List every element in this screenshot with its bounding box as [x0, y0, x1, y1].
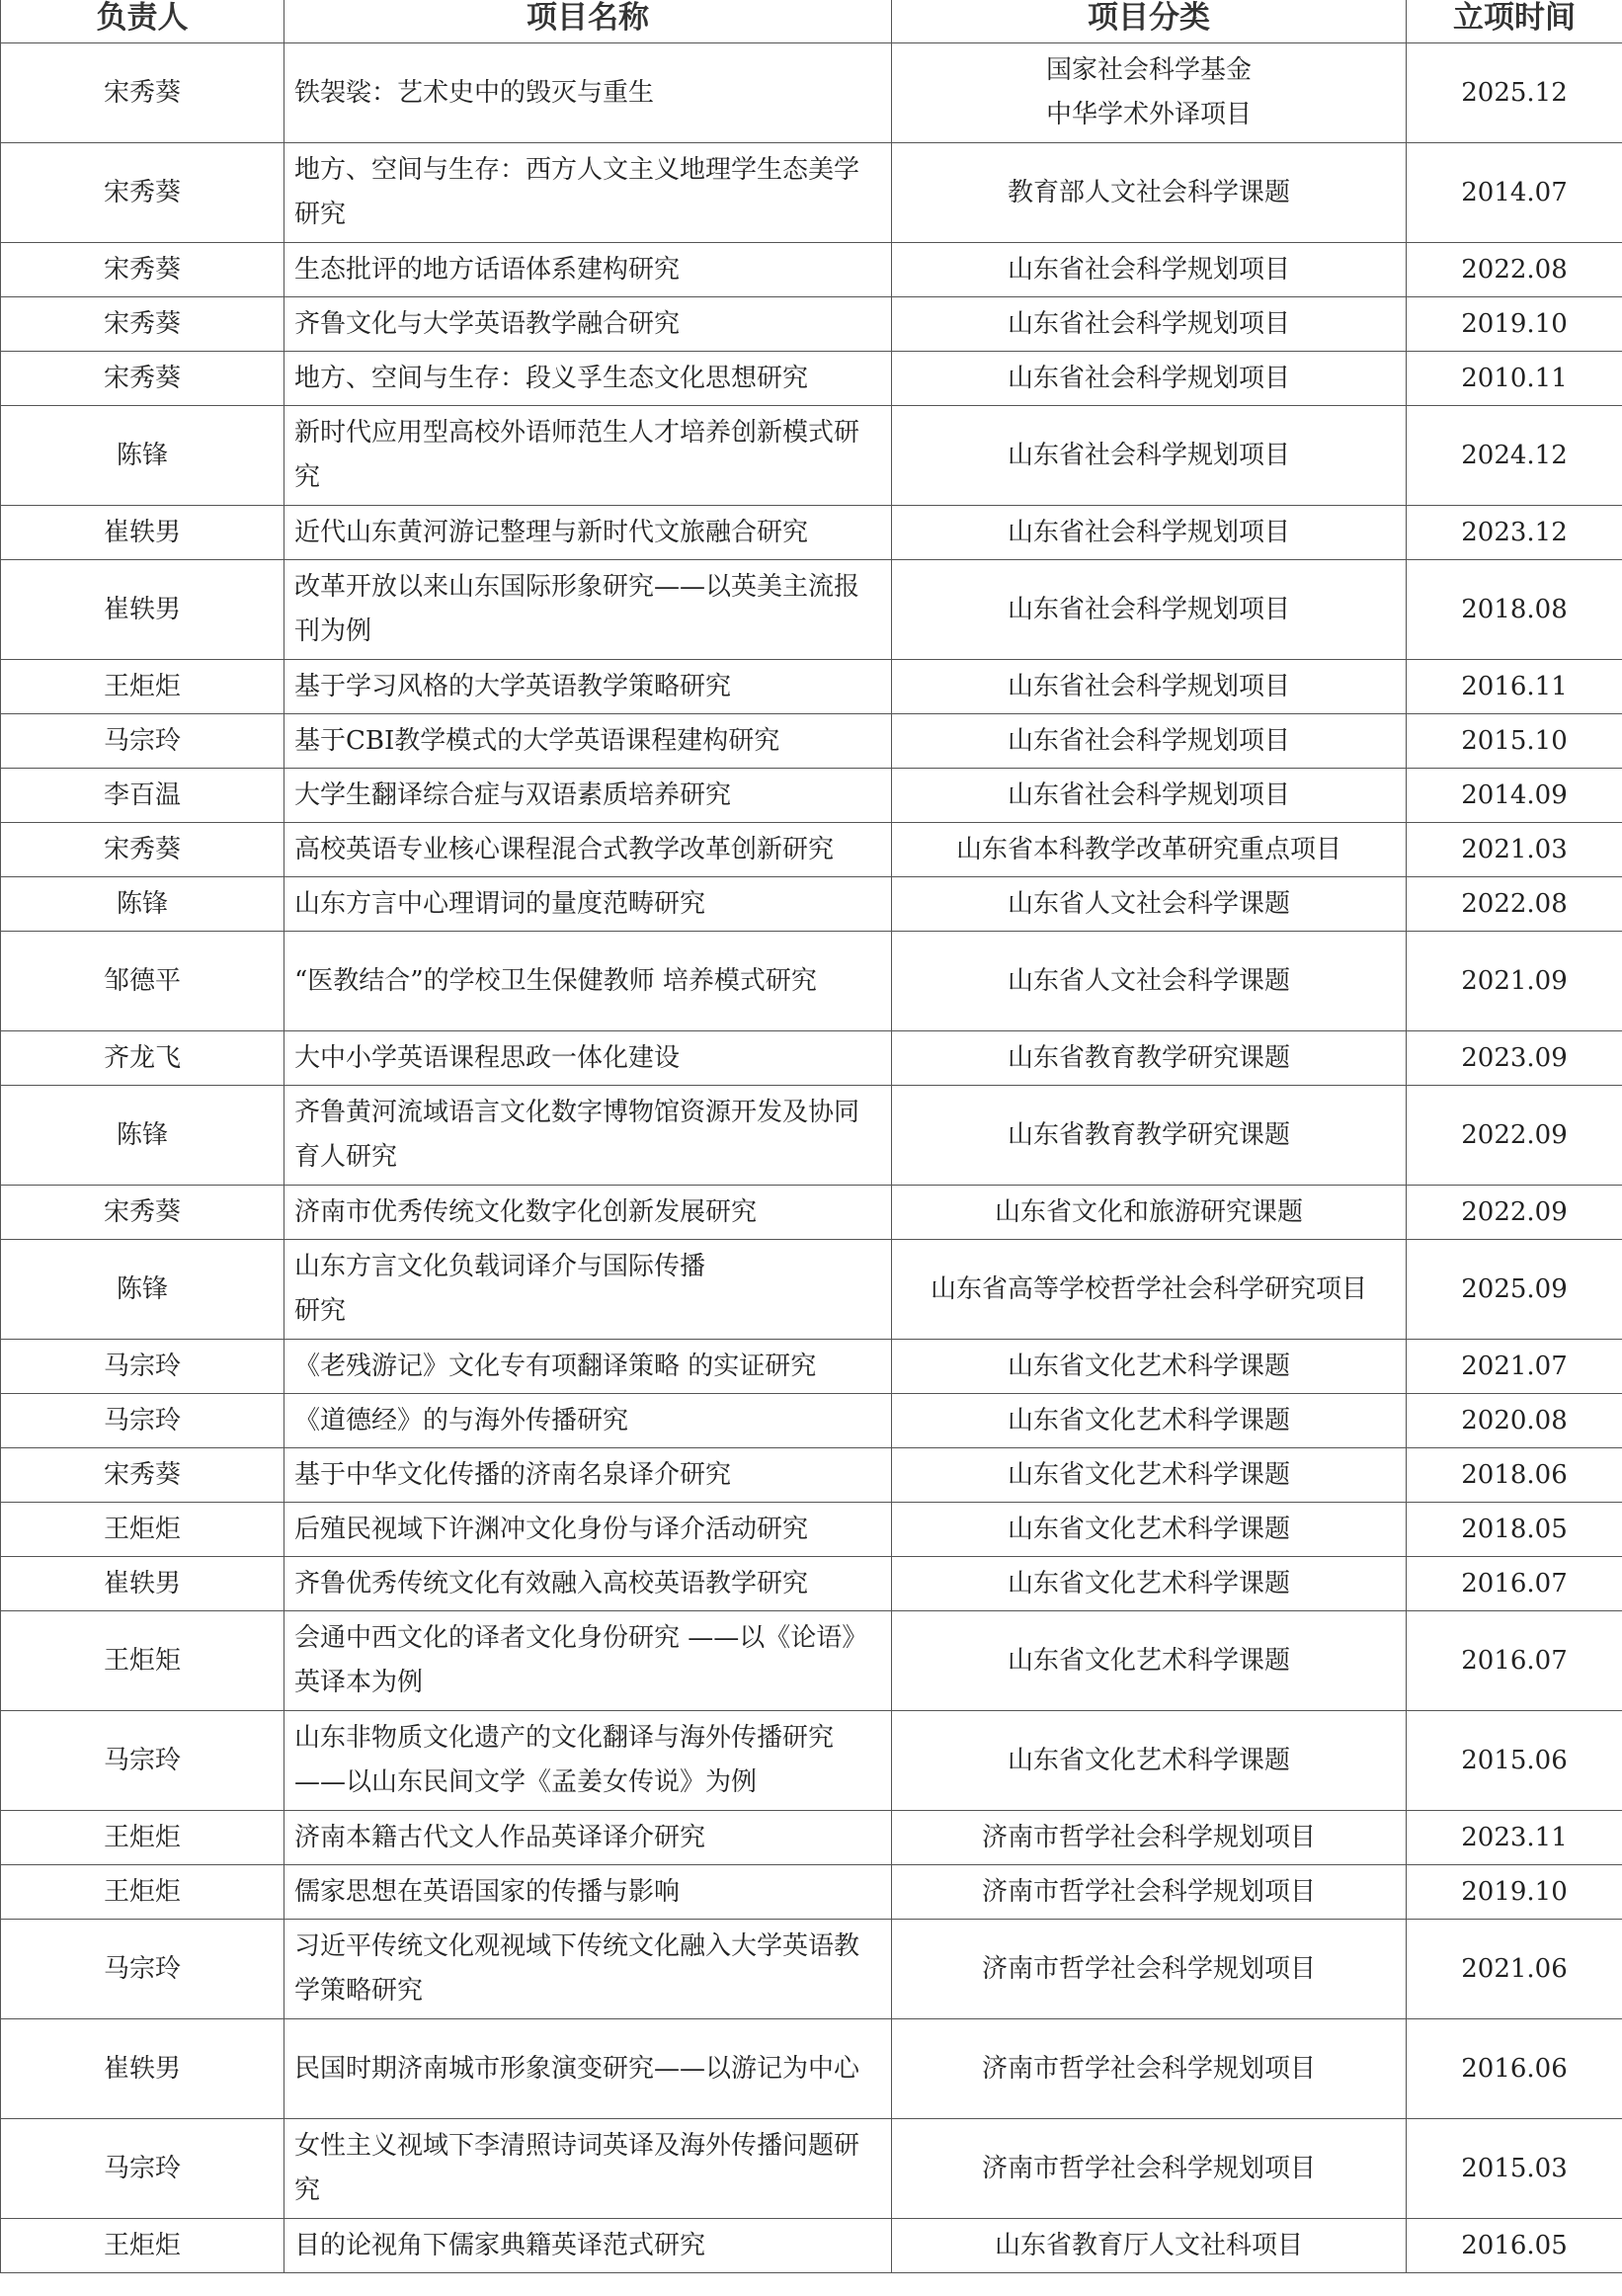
- cell-leader: 马宗玲: [1, 1394, 284, 1448]
- table-row: [1, 932, 1622, 1031]
- cell-category: [892, 43, 1407, 143]
- cell-date: 2016.06: [1407, 2019, 1622, 2119]
- header-date: 立项时间: [1407, 0, 1622, 43]
- table-row: [1, 660, 1622, 714]
- cell-category: 山东省社会科学规划项目: [892, 769, 1407, 823]
- header-row: [1, 0, 1622, 43]
- table-row: [1, 243, 1622, 297]
- cell-project-name: 地方、空间与生存：西方人文主义地理学生态美学研究: [284, 143, 892, 243]
- table-row: [1, 1340, 1622, 1394]
- cell-category: 山东省社会科学规划项目: [892, 352, 1407, 406]
- cell-leader: 陈锋: [1, 406, 284, 506]
- cell-date: 2015.10: [1407, 714, 1622, 769]
- cell-category: 济南市哲学社会科学规划项目: [892, 2019, 1407, 2119]
- cell-leader: 宋秀葵: [1, 143, 284, 243]
- cell-date: 2019.10: [1407, 297, 1622, 352]
- table-row: [1, 1611, 1622, 1711]
- cell-leader: 邹德平: [1, 932, 284, 1031]
- cell-date: 2023.12: [1407, 506, 1622, 560]
- cell-category: 山东省高等学校哲学社会科学研究项目: [892, 1240, 1407, 1340]
- cell-date: 2016.07: [1407, 1611, 1622, 1711]
- category-line-2: 中华学术外译项目: [1045, 100, 1252, 129]
- cell-leader: 王炬矩: [1, 1611, 284, 1711]
- cell-category: 山东省文化艺术科学课题: [892, 1448, 1407, 1503]
- cell-date: 2018.05: [1407, 1503, 1622, 1557]
- cell-leader: 崔轶男: [1, 560, 284, 660]
- cell-date: 2016.07: [1407, 1557, 1622, 1611]
- cell-project-name: 生态批评的地方话语体系建构研究: [284, 243, 892, 297]
- cell-project-name: 基于CBI教学模式的大学英语课程建构研究: [284, 714, 892, 769]
- cell-date: 2018.06: [1407, 1448, 1622, 1503]
- cell-category: 山东省文化艺术科学课题: [892, 1340, 1407, 1394]
- cell-leader: 宋秀葵: [1, 43, 284, 143]
- cell-date: 2020.08: [1407, 1394, 1622, 1448]
- table-row: [1, 2119, 1622, 2219]
- cell-category: 山东省教育教学研究课题: [892, 1086, 1407, 1186]
- cell-project-name: 女性主义视域下李清照诗词英译及海外传播问题研究: [284, 2119, 892, 2219]
- cell-category: 教育部人文社会科学课题: [892, 143, 1407, 243]
- cell-category: 山东省文化艺术科学课题: [892, 1611, 1407, 1711]
- cell-leader: 王炬炬: [1, 1811, 284, 1865]
- cell-leader: 宋秀葵: [1, 1448, 284, 1503]
- cell-category: 山东省社会科学规划项目: [892, 714, 1407, 769]
- cell-category: 济南市哲学社会科学规划项目: [892, 1811, 1407, 1865]
- cell-leader: 王炬炬: [1, 2219, 284, 2273]
- cell-project-name: 齐鲁优秀传统文化有效融入高校英语教学研究: [284, 1557, 892, 1611]
- table-row: [1, 823, 1622, 877]
- cell-leader: 王炬炬: [1, 1865, 284, 1920]
- table-row: [1, 1865, 1622, 1920]
- cell-date: 2022.08: [1407, 243, 1622, 297]
- cell-category: 山东省人文社会科学课题: [892, 877, 1407, 932]
- cell-project-name: 铁袈裟：艺术史中的毁灭与重生: [284, 43, 892, 143]
- project-name-line-1: 山东方言文化负载词译介与国际传播: [294, 1252, 706, 1281]
- cell-project-name: “医教结合”的学校卫生保健教师 培养模式研究: [284, 932, 892, 1031]
- cell-leader: 马宗玲: [1, 1920, 284, 2019]
- cell-date: 2015.03: [1407, 2119, 1622, 2219]
- cell-project-name: 习近平传统文化观视域下传统文化融入大学英语教学策略研究: [284, 1920, 892, 2019]
- table-row: [1, 1240, 1622, 1340]
- cell-date: 2021.09: [1407, 932, 1622, 1031]
- cell-category: 济南市哲学社会科学规划项目: [892, 1865, 1407, 1920]
- cell-project-name: 山东方言中心理谓词的量度范畴研究: [284, 877, 892, 932]
- cell-category: 山东省社会科学规划项目: [892, 660, 1407, 714]
- cell-leader: 齐龙飞: [1, 1031, 284, 1086]
- cell-project-name: 《老残游记》文化专有项翻译策略 的实证研究: [284, 1340, 892, 1394]
- table-row: [1, 2219, 1622, 2273]
- table-row: [1, 1711, 1622, 1811]
- table-row: [1, 877, 1622, 932]
- cell-category: 山东省文化和旅游研究课题: [892, 1186, 1407, 1240]
- cell-project-name: 齐鲁文化与大学英语教学融合研究: [284, 297, 892, 352]
- cell-category: 山东省教育厅人文社科项目: [892, 2219, 1407, 2273]
- cell-project-name: 后殖民视域下许渊冲文化身份与译介活动研究: [284, 1503, 892, 1557]
- table-row: [1, 1448, 1622, 1503]
- cell-project-name: 山东非物质文化遗产的文化翻译与海外传播研究——以山东民间文学《孟姜女传说》为例: [284, 1711, 892, 1811]
- cell-category: 山东省文化艺术科学课题: [892, 1503, 1407, 1557]
- cell-date: 2016.11: [1407, 660, 1622, 714]
- cell-leader: 陈锋: [1, 877, 284, 932]
- cell-category: 山东省社会科学规划项目: [892, 560, 1407, 660]
- header-project-name: 项目名称: [284, 0, 892, 43]
- cell-project-name: 会通中西文化的译者文化身份研究 ——以《论语》英译本为例: [284, 1611, 892, 1711]
- cell-leader: 王炬炬: [1, 1503, 284, 1557]
- cell-leader: 马宗玲: [1, 714, 284, 769]
- cell-date: 2015.06: [1407, 1711, 1622, 1811]
- cell-project-name: 济南市优秀传统文化数字化创新发展研究: [284, 1186, 892, 1240]
- cell-leader: 陈锋: [1, 1086, 284, 1186]
- cell-leader: 马宗玲: [1, 2119, 284, 2219]
- cell-project-name: [284, 1240, 892, 1340]
- cell-category: 山东省社会科学规划项目: [892, 406, 1407, 506]
- cell-leader: 陈锋: [1, 1240, 284, 1340]
- cell-date: 2021.07: [1407, 1340, 1622, 1394]
- table-row: [1, 769, 1622, 823]
- cell-category: 济南市哲学社会科学规划项目: [892, 1920, 1407, 2019]
- table-row: [1, 506, 1622, 560]
- cell-date: 2010.11: [1407, 352, 1622, 406]
- cell-date: 2018.08: [1407, 560, 1622, 660]
- cell-category: 山东省教育教学研究课题: [892, 1031, 1407, 1086]
- table-row: [1, 1811, 1622, 1865]
- table-row: [1, 1086, 1622, 1186]
- cell-leader: 王炬炬: [1, 660, 284, 714]
- table-row: [1, 43, 1622, 143]
- table-row: [1, 714, 1622, 769]
- cell-leader: 宋秀葵: [1, 1186, 284, 1240]
- table-row: [1, 2019, 1622, 2119]
- table-row: [1, 297, 1622, 352]
- header-category: 项目分类: [892, 0, 1407, 43]
- cell-project-name: 改革开放以来山东国际形象研究——以英美主流报刊为例: [284, 560, 892, 660]
- cell-leader: 宋秀葵: [1, 352, 284, 406]
- cell-date: 2014.07: [1407, 143, 1622, 243]
- table-row: [1, 1186, 1622, 1240]
- cell-project-name: 基于学习风格的大学英语教学策略研究: [284, 660, 892, 714]
- cell-date: 2023.11: [1407, 1811, 1622, 1865]
- table-row: [1, 1394, 1622, 1448]
- cell-project-name: 大中小学英语课程思政一体化建设: [284, 1031, 892, 1086]
- table-row: [1, 1503, 1622, 1557]
- cell-leader: 崔轶男: [1, 1557, 284, 1611]
- cell-category: 济南市哲学社会科学规划项目: [892, 2119, 1407, 2219]
- cell-leader: 崔轶男: [1, 506, 284, 560]
- table-row: [1, 1031, 1622, 1086]
- cell-category: 山东省文化艺术科学课题: [892, 1557, 1407, 1611]
- cell-date: 2021.03: [1407, 823, 1622, 877]
- cell-date: 2022.09: [1407, 1186, 1622, 1240]
- cell-category: 山东省文化艺术科学课题: [892, 1394, 1407, 1448]
- cell-date: 2023.09: [1407, 1031, 1622, 1086]
- table-row: [1, 406, 1622, 506]
- cell-category: 山东省本科教学改革研究重点项目: [892, 823, 1407, 877]
- cell-category: 山东省文化艺术科学课题: [892, 1711, 1407, 1811]
- cell-project-name: 目的论视角下儒家典籍英译范式研究: [284, 2219, 892, 2273]
- cell-project-name: 济南本籍古代文人作品英译译介研究: [284, 1811, 892, 1865]
- cell-project-name: 大学生翻译综合症与双语素质培养研究: [284, 769, 892, 823]
- cell-date: 2024.12: [1407, 406, 1622, 506]
- category-line-1: 国家社会科学基金: [1045, 55, 1252, 85]
- cell-leader: 宋秀葵: [1, 297, 284, 352]
- header-leader: 负责人: [1, 0, 284, 43]
- cell-leader: 李百温: [1, 769, 284, 823]
- cell-date: 2022.09: [1407, 1086, 1622, 1186]
- cell-project-name: 新时代应用型高校外语师范生人才培养创新模式研究: [284, 406, 892, 506]
- cell-project-name: 基于中华文化传播的济南名泉译介研究: [284, 1448, 892, 1503]
- cell-leader: 崔轶男: [1, 2019, 284, 2119]
- cell-category: 山东省人文社会科学课题: [892, 932, 1407, 1031]
- cell-category: 山东省社会科学规划项目: [892, 297, 1407, 352]
- table-row: [1, 1920, 1622, 2019]
- cell-project-name: 高校英语专业核心课程混合式教学改革创新研究: [284, 823, 892, 877]
- cell-project-name: 地方、空间与生存：段义孚生态文化思想研究: [284, 352, 892, 406]
- cell-date: 2021.06: [1407, 1920, 1622, 2019]
- cell-date: 2014.09: [1407, 769, 1622, 823]
- cell-date: 2025.09: [1407, 1240, 1622, 1340]
- cell-category: 山东省社会科学规划项目: [892, 506, 1407, 560]
- table-row: [1, 560, 1622, 660]
- cell-date: 2022.08: [1407, 877, 1622, 932]
- cell-date: 2019.10: [1407, 1865, 1622, 1920]
- cell-category: 山东省社会科学规划项目: [892, 243, 1407, 297]
- cell-project-name: 民国时期济南城市形象演变研究——以游记为中心: [284, 2019, 892, 2119]
- cell-leader: 马宗玲: [1, 1711, 284, 1811]
- cell-project-name: 《道德经》的与海外传播研究: [284, 1394, 892, 1448]
- cell-leader: 宋秀葵: [1, 243, 284, 297]
- cell-leader: 马宗玲: [1, 1340, 284, 1394]
- table-row: [1, 143, 1622, 243]
- project-name-line-2: 研究: [294, 1296, 347, 1326]
- cell-date: 2025.12: [1407, 43, 1622, 143]
- cell-date: 2016.05: [1407, 2219, 1622, 2273]
- cell-project-name: 儒家思想在英语国家的传播与影响: [284, 1865, 892, 1920]
- table-row: [1, 1557, 1622, 1611]
- cell-project-name: 齐鲁黄河流域语言文化数字博物馆资源开发及协同育人研究: [284, 1086, 892, 1186]
- cell-project-name: 近代山东黄河游记整理与新时代文旅融合研究: [284, 506, 892, 560]
- cell-leader: 宋秀葵: [1, 823, 284, 877]
- table-row: [1, 352, 1622, 406]
